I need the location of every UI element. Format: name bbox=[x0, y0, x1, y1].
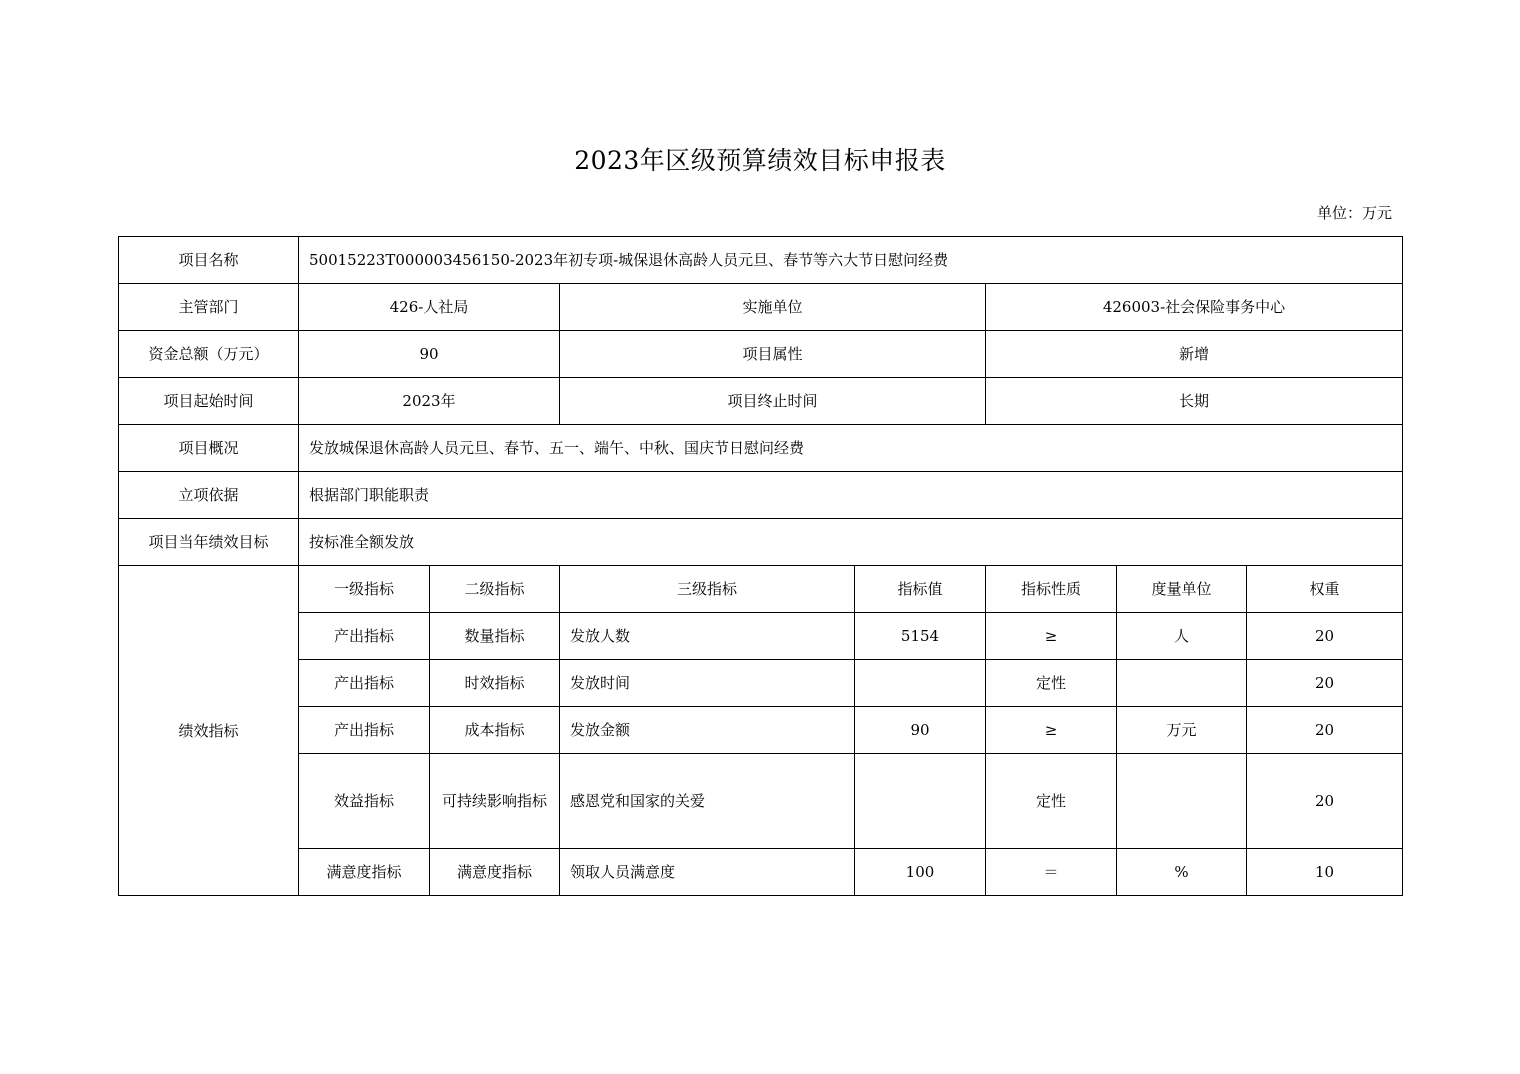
indicator-value bbox=[855, 754, 986, 849]
header-level3: 三级指标 bbox=[560, 566, 855, 613]
indicator-level2 bbox=[430, 754, 560, 849]
indicator-weight: 20 bbox=[1247, 660, 1403, 707]
header-weight: 权重 bbox=[1247, 566, 1403, 613]
indicator-level1: 效益指标 bbox=[299, 754, 430, 849]
annual-goal-label: 项目当年绩效目标 bbox=[119, 519, 299, 566]
indicator-level2: 数量指标 bbox=[430, 613, 560, 660]
header-level2: 二级指标 bbox=[430, 566, 560, 613]
header-value: 指标值 bbox=[855, 566, 986, 613]
start-time-value: 2023年 bbox=[299, 378, 560, 425]
row-funds bbox=[119, 331, 1403, 378]
row-annual-goal bbox=[119, 519, 1403, 566]
total-funds-label: 资金总额（万元） bbox=[119, 331, 299, 378]
indicator-nature: ＝ bbox=[986, 849, 1117, 896]
end-time-label: 项目终止时间 bbox=[560, 378, 986, 425]
indicator-unit: 万元 bbox=[1117, 707, 1247, 754]
indicator-level3: 发放时间 bbox=[560, 660, 855, 707]
indicator-nature: 定性 bbox=[986, 754, 1117, 849]
end-time-value: 长期 bbox=[986, 378, 1403, 425]
department-label: 主管部门 bbox=[119, 284, 299, 331]
overview-value: 发放城保退休高龄人员元旦、春节、五一、端午、中秋、国庆节日慰问经费 bbox=[299, 425, 1403, 472]
indicator-level2: 时效指标 bbox=[430, 660, 560, 707]
indicator-level3: 领取人员满意度 bbox=[560, 849, 855, 896]
indicator-level2-text: 可持续影响指标 bbox=[441, 791, 547, 810]
indicator-value bbox=[855, 660, 986, 707]
indicator-nature: ≥ bbox=[986, 707, 1117, 754]
performance-indicators-label: 绩效指标 bbox=[119, 566, 299, 896]
indicator-value: 5154 bbox=[855, 613, 986, 660]
indicator-row bbox=[119, 849, 1403, 896]
indicator-level1: 产出指标 bbox=[299, 707, 430, 754]
indicator-level1: 产出指标 bbox=[299, 613, 430, 660]
header-nature: 指标性质 bbox=[986, 566, 1117, 613]
project-attribute-value: 新增 bbox=[986, 331, 1403, 378]
basis-value: 根据部门职能职责 bbox=[299, 472, 1403, 519]
implementing-unit-label: 实施单位 bbox=[560, 284, 986, 331]
indicator-unit: 人 bbox=[1117, 613, 1247, 660]
indicator-level2: 成本指标 bbox=[430, 707, 560, 754]
indicator-weight: 20 bbox=[1247, 707, 1403, 754]
indicator-value: 90 bbox=[855, 707, 986, 754]
overview-label: 项目概况 bbox=[119, 425, 299, 472]
indicator-level2: 满意度指标 bbox=[430, 849, 560, 896]
indicator-level3: 感恩党和国家的关爱 bbox=[560, 754, 855, 849]
indicator-level3: 发放人数 bbox=[560, 613, 855, 660]
project-name-value: 50015223T000003456150-2023年初专项-城保退休高龄人员元旦、春节等六大节日慰问经费 bbox=[299, 237, 1403, 284]
indicator-row bbox=[119, 660, 1403, 707]
row-overview bbox=[119, 425, 1403, 472]
indicator-value: 100 bbox=[855, 849, 986, 896]
indicator-unit bbox=[1117, 660, 1247, 707]
project-name-label: 项目名称 bbox=[119, 237, 299, 284]
row-basis bbox=[119, 472, 1403, 519]
indicator-level3: 发放金额 bbox=[560, 707, 855, 754]
unit-label: 单位：万元 bbox=[1316, 204, 1392, 222]
indicator-unit: % bbox=[1117, 849, 1247, 896]
performance-report-table bbox=[118, 236, 1403, 896]
indicator-nature: 定性 bbox=[986, 660, 1117, 707]
indicator-row bbox=[119, 613, 1403, 660]
indicator-level1: 产出指标 bbox=[299, 660, 430, 707]
indicator-weight: 20 bbox=[1247, 754, 1403, 849]
row-perf-header bbox=[119, 566, 1403, 613]
total-funds-value: 90 bbox=[299, 331, 560, 378]
document-title: 2023年区级预算绩效目标申报表 bbox=[574, 146, 946, 175]
implementing-unit-value: 426003-社会保险事务中心 bbox=[986, 284, 1403, 331]
row-project-name bbox=[119, 237, 1403, 284]
header-unit: 度量单位 bbox=[1117, 566, 1247, 613]
header-level1: 一级指标 bbox=[299, 566, 430, 613]
indicator-weight: 10 bbox=[1247, 849, 1403, 896]
annual-goal-value: 按标准全额发放 bbox=[299, 519, 1403, 566]
indicator-row bbox=[119, 754, 1403, 849]
indicator-weight: 20 bbox=[1247, 613, 1403, 660]
basis-label: 立项依据 bbox=[119, 472, 299, 519]
start-time-label: 项目起始时间 bbox=[119, 378, 299, 425]
indicator-unit bbox=[1117, 754, 1247, 849]
row-department bbox=[119, 284, 1403, 331]
department-value: 426-人社局 bbox=[299, 284, 560, 331]
indicator-nature: ≥ bbox=[986, 613, 1117, 660]
project-attribute-label: 项目属性 bbox=[560, 331, 986, 378]
indicator-level1: 满意度指标 bbox=[299, 849, 430, 896]
row-period bbox=[119, 378, 1403, 425]
indicator-row bbox=[119, 707, 1403, 754]
